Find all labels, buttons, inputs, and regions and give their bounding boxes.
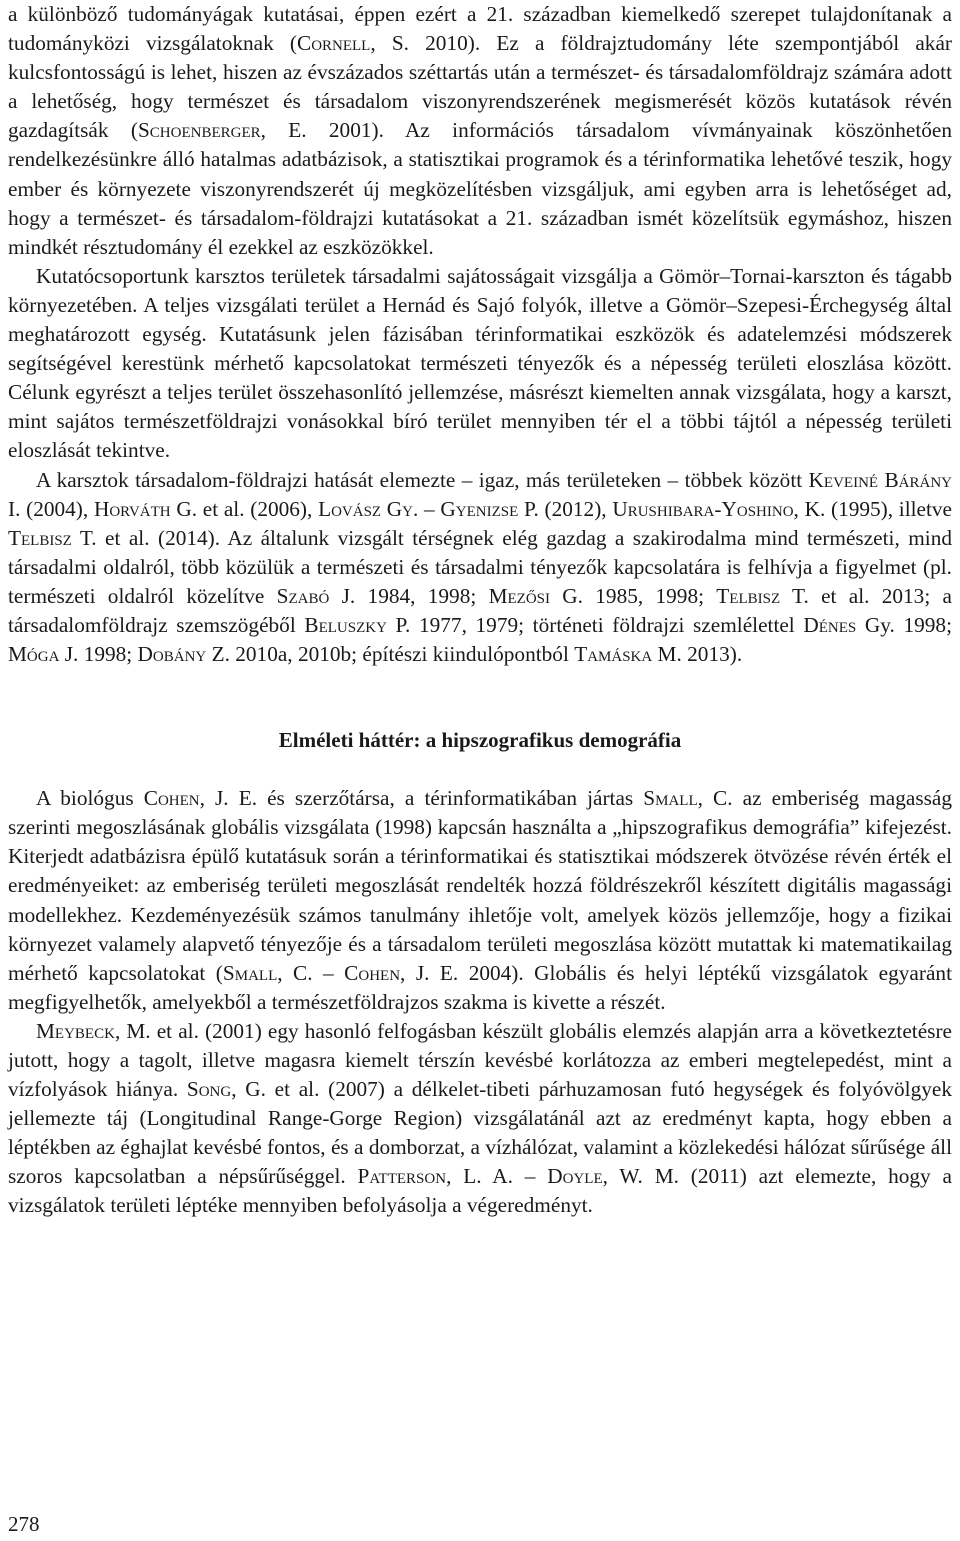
author-name: Schoenberger [137,118,261,143]
paragraph-5 [8,1017,952,1221]
text: , S. 2010). Ez a földrajztudomány léte szempontjából akár kulcsfontosságú is lehet, hiszen az évszázados széttartás után a természet- és társadalomföldrajz számára adott a lehetőség, hogy természet és társadalom viszonyrendszerének megismerését közös kutatások révén gazdagítsák ( [8,31,952,143]
text: , J. E. és szerzőtársa, a térinformatikában jártas [199,786,644,811]
author-name: Cohen [344,960,401,985]
text: T. et al. 2013; a társadalomföldrajz szemszögéből [8,583,952,637]
page-number: 278 [8,1512,40,1536]
author-name: Szabó [276,583,330,608]
author-name: Dénes [803,612,857,637]
paragraph-3 [8,466,952,670]
text: A biológus [36,786,144,811]
text: , M. et al. (2001) egy hasonló felfogásban készült globális elemzés alapján arra a következtetésre jutott, hogy a tagolt, illetve magasra kiemelt térszín kevésbé korlátozza az emberi megtelepedést, mint a vízfolyások hiánya. [8,1018,952,1102]
text: P. (2012), [518,496,613,521]
author-name: Cohen [143,786,200,811]
author-name: Cornell [296,31,371,56]
text: Z. 2010a, 2010b; építészi kiindulópontból [206,642,575,667]
author-name: Urushibara-Yoshino [612,496,794,521]
text: , L. A. – [446,1164,548,1189]
text: M. 2013). [652,642,743,667]
section-heading: Elméleti háttér: a hipszografikus demográfia [278,728,682,753]
text: G. 1985, 1998; [550,583,717,608]
text: , G. et al. (2007) a délkelet-tibeti párhuzamosan futó hegységek és folyóvölgyek jellemezte táj (Longitudinal Range-Gorge Region) vizsgálatánál azt az eredményt kapta, hogy ebben a léptékben az éghajlat kevésbé fontos, és a domborzat, a vízhálózat, valamint a közlekedési hálózat sűrűsége áll szoros kapcsolatban a népsűrűséggel. [8,1077,952,1189]
author-name: Doyle [547,1164,603,1189]
text: Gy. 1998; [856,612,952,637]
paragraph-1 [8,0,952,262]
text: a különböző tudományágak kutatásai, éppen ezért a 21. században kiemelkedő szerepet tulajdonítanak a tudományközi vizsgálatoknak ( [8,2,952,56]
text: , K. (1995), illetve [793,496,953,521]
author-name: Mezősi [488,583,550,608]
text: I. (2004), [8,496,94,521]
author-name: Telbisz [716,583,781,608]
author-name: Song [186,1077,232,1102]
paragraph-2: Kutatócsoportunk karsztos területek társadalmi sajátosságait vizsgálja a Gömör–Tornai-karszton és tágabb környezetében. A teljes vizsgálati terület a Hernád és Sajó folyók, illetve a Gömör–Szepesi-Érchegység által meghatározott egység. Kutatásunk jelen fázisában térinformatikai eszközök és adatelemzési módszerek segítségével kerestünk mérhető kapcsolatokat természeti tényezők és a népesség területi eloszlása között. Célunk egyrészt a teljes terület összehasonlító jellemzése, másrészt kiemelten annak vizsgálata, hogy a karszt, mint sajátos természetföldrajzi vonásokkal bíró terület mennyiben tér el a többi tájtól a népesség területi eloszlását tekintve. [8,263,952,463]
text: J. 1998; [59,642,138,667]
text: J. 1984, 1998; [329,583,489,608]
author-name: Patterson [357,1164,447,1189]
text: , C. az emberiség magasság szerinti megoszlásának globális vizsgálata (1998) kapcsán használta a „hipszografikus demográfia” kifejezést. Kiterjedt adatbázisra épülő kutatásuk során a térinformatikai és statisztikai módszerek ötvözése révén érték el eredményeiket: az emberiség területi megoszlását rendelték hozzá földrészekről készített digitális magassági modellekhez. Kezdeményezésük számos tanulmány ihletője volt, amelyek közös jellemzője, hogy a fizikai környezet valamely alapvető tényezője és a társadalom területi megoszlása között mutattak ki matematikailag mérhető kapcsolatokat ( [8,786,953,985]
paragraph-4 [8,784,952,1017]
author-name: Móga [8,642,60,667]
author-name: Gyenizse [440,496,519,521]
page-body [8,0,952,1221]
text: T. et al. (2014). Az általunk vizsgált térségnek elég gazdag a szakirodalma mind természeti, mind társadalmi oldalról, több közülük a természeti és társadalmi tényezők kapcsolatára is felhívja a figyelmet (pl. természeti oldalról közelítve [8,525,952,608]
text: , J. E. 2004). Globális és helyi léptékű vizsgálatok egyaránt megfigyelhetők, amelyekből a természetföldrajzos szakma is kivette a részét. [8,960,952,1014]
author-name: Small [643,786,698,811]
text: , E. 2001). Az információs társadalom vívmányainak köszönhetően rendelkezésünkre álló hatalmas adatbázisok, a statisztikai programok és a térinformatika lehetővé teszik, hogy ember és környezete viszonyrendszerét új megközelítésben vizsgáljuk, ami egyben arra is lehetőséget ad, hogy a természet- és társadalom-földrajzi kutatásokat a 21. században ismét közelítsük egymáshoz, hiszen mindkét résztudomány él ezekkel az eszközökkel. [8,118,953,259]
author-name: Keveiné Bárány [808,467,952,492]
author-name: Dobány [137,642,207,667]
author-name: Meybeck [36,1018,115,1043]
spacer [8,669,952,726]
text: – [418,496,441,521]
text: G. et al. (2006), [170,496,319,521]
author-name: Telbisz [8,525,72,550]
author-name: Lovász Gy. [318,496,419,521]
text: A karsztok társadalom-földrajzi hatását elemezte – igaz, más területeken – többek között [36,467,809,492]
author-name: Horváth [93,496,171,521]
author-name: Tamáska [574,642,653,667]
author-name: Beluszky [304,612,387,637]
spacer [8,755,952,784]
text: , W. M. (2011) azt elemezte, hogy a vizsgálatok területi léptéke mennyiben befolyásolja a végeredményt. [8,1164,952,1218]
text: P. 1977, 1979; történeti földrajzi szemlélettel [386,612,804,637]
text: , C. – [277,960,345,985]
author-name: Small [222,960,278,985]
